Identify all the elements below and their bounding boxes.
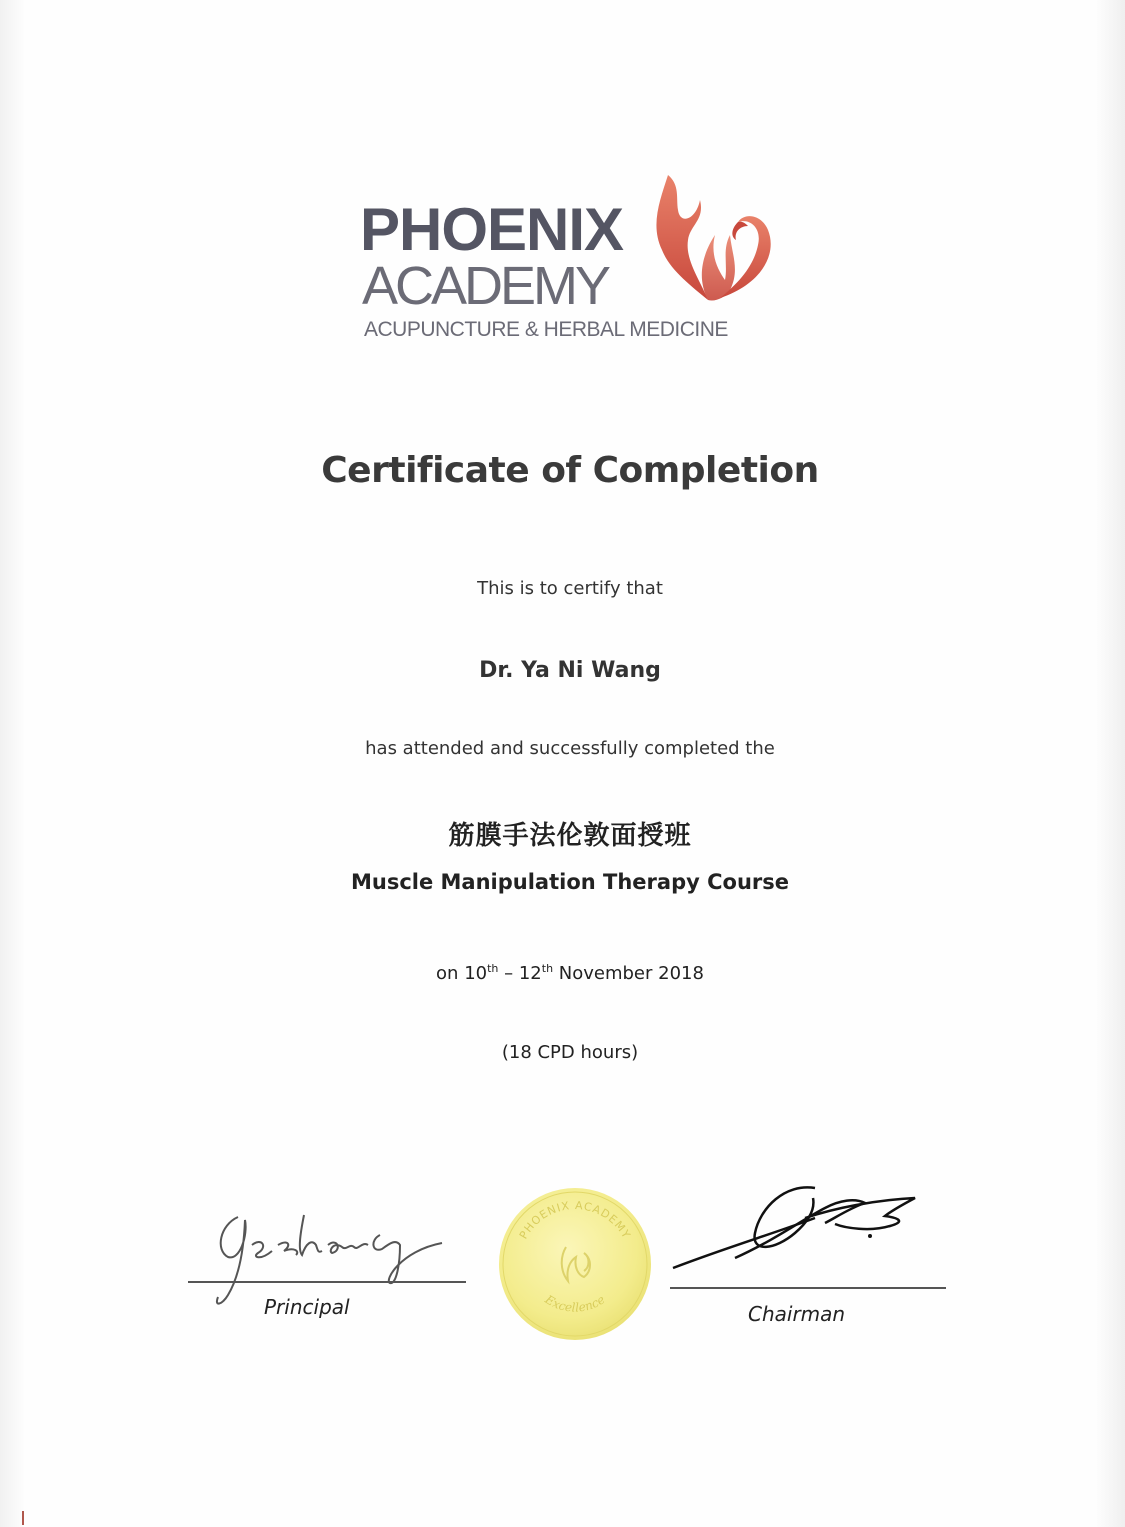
phoenix-flame-icon: [650, 170, 780, 310]
chairman-label: Chairman: [748, 1302, 846, 1326]
logo-name-line2: ACADEMY: [362, 256, 609, 316]
seal-top-text: PHOENIX ACADEMY: [516, 1198, 634, 1242]
principal-signature-line: [188, 1281, 466, 1283]
certify-intro: This is to certify that: [477, 578, 663, 599]
page-edge-right: [1097, 0, 1125, 1527]
logo-tagline: ACUPUNCTURE & HERBAL MEDICINE: [364, 318, 728, 341]
chairman-signature: [665, 1178, 935, 1278]
page-edge-mark: [22, 1511, 24, 1525]
certificate-title: Certificate of Completion: [321, 450, 819, 491]
attended-text: has attended and successfully completed the: [365, 738, 775, 759]
recipient-name: Dr. Ya Ni Wang: [479, 658, 661, 683]
dates-sup1: th: [487, 962, 499, 975]
principal-label: Principal: [264, 1295, 350, 1319]
logo-name-line1: PHOENIX: [360, 196, 624, 263]
cpd-hours: (18 CPD hours): [501, 1042, 639, 1063]
academy-seal: [496, 1185, 654, 1343]
phoenix-academy-logo: [360, 170, 780, 350]
dates-sup2: th: [541, 962, 554, 975]
chairman-signature-line: [670, 1287, 946, 1289]
dates-prefix: on 10: [436, 963, 488, 984]
course-name-english: Muscle Manipulation Therapy Course: [350, 870, 789, 894]
page-edge-left: [0, 0, 24, 1527]
dates-suffix: November 2018: [553, 963, 704, 984]
course-name-chinese: 筋膜手法伦敦面授班: [448, 821, 692, 851]
dates-middle: – 12: [498, 963, 542, 984]
seal-bottom-text: Excellence: [542, 1292, 608, 1315]
course-dates: [0, 962, 1125, 984]
